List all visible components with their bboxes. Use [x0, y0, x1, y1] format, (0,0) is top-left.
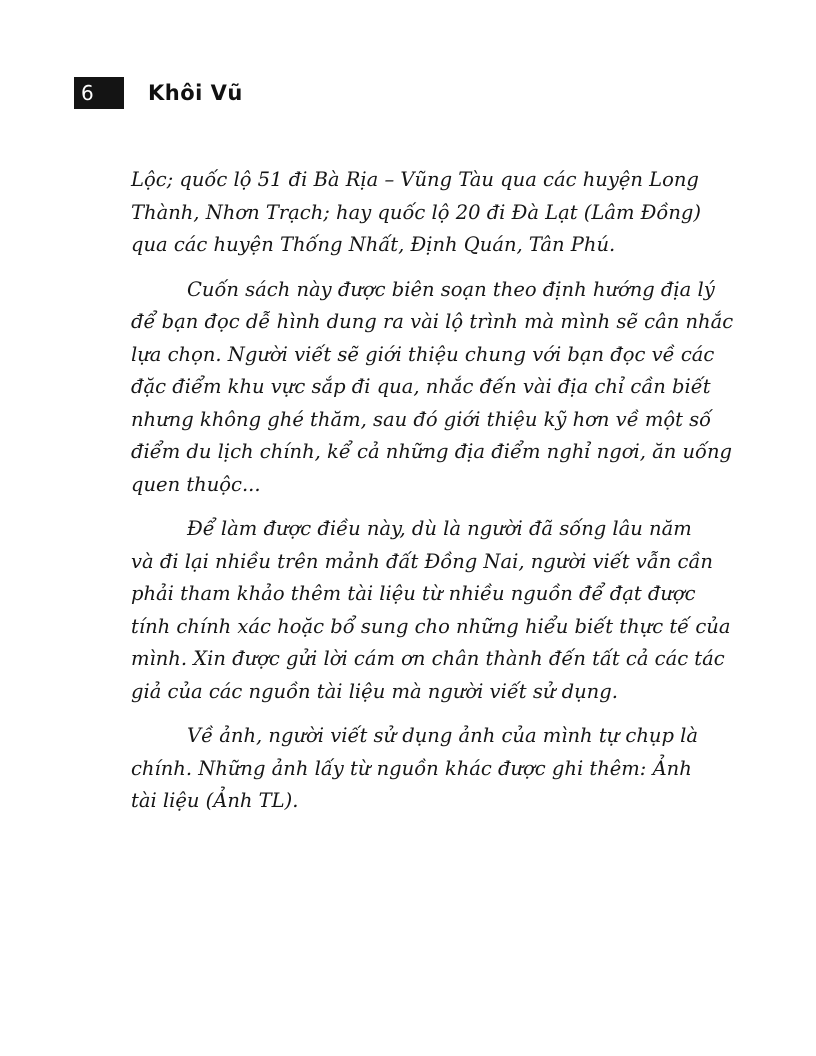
- paragraph-1: [131, 164, 701, 262]
- text-line: giả của các nguồn tài liệu mà người viết sử dụng.: [131, 679, 618, 703]
- paragraph-3: [131, 513, 731, 708]
- text-line: phải tham khảo thêm tài liệu từ nhiều nguồn để đạt được: [131, 582, 696, 605]
- text-line: Lộc; quốc lộ 51 đi Bà Rịa – Vũng Tàu qua các huyện Long: [131, 168, 699, 191]
- page-number: 6: [74, 77, 124, 109]
- text-line: điểm du lịch chính, kể cả những địa điểm nghỉ ngơi, ăn uống: [131, 440, 733, 463]
- text-line: đặc điểm khu vực sắp đi qua, nhắc đến vài địa chỉ cần biết: [131, 375, 711, 398]
- text-line: mình. Xin được gửi lời cám ơn chân thành đến tất cả các tác: [131, 647, 725, 670]
- text-line: và đi lại nhiều trên mảnh đất Đồng Nai, người viết vẫn cần: [131, 549, 713, 573]
- text-line: nhưng không ghé thăm, sau đó giới thiệu kỹ hơn về một số: [131, 407, 712, 431]
- text-line: tính chính xác hoặc bổ sung cho những hiểu biết thực tế của: [131, 614, 731, 638]
- paragraph-4: [131, 720, 701, 818]
- text-line: quen thuộc...: [131, 472, 261, 496]
- page-header: [74, 76, 243, 110]
- text-line: qua các huyện Thống Nhất, Định Quán, Tân Phú.: [131, 233, 616, 256]
- running-head-author: Khôi Vũ: [148, 81, 243, 105]
- text-line: Cuốn sách này được biên soạn theo định hướng địa lý: [187, 277, 715, 301]
- text-line: để bạn đọc dễ hình dung ra vài lộ trình mà mình sẽ cân nhắc: [131, 310, 734, 333]
- text-line: Để làm được điều này, dù là người đã sống lâu năm: [187, 517, 692, 540]
- text-line: chính. Những ảnh lấy từ nguồn khác được ghi thêm: Ảnh: [131, 756, 692, 780]
- text-line: tài liệu (Ảnh TL).: [131, 789, 299, 812]
- text-line: lựa chọn. Người viết sẽ giới thiệu chung với bạn đọc về các: [131, 342, 715, 366]
- body-text: [131, 164, 734, 830]
- text-line: Thành, Nhơn Trạch; hay quốc lộ 20 đi Đà Lạt (Lâm Đồng): [131, 200, 701, 224]
- text-line: Về ảnh, người viết sử dụng ảnh của mình tự chụp là: [187, 724, 698, 747]
- paragraph-2: [131, 274, 734, 502]
